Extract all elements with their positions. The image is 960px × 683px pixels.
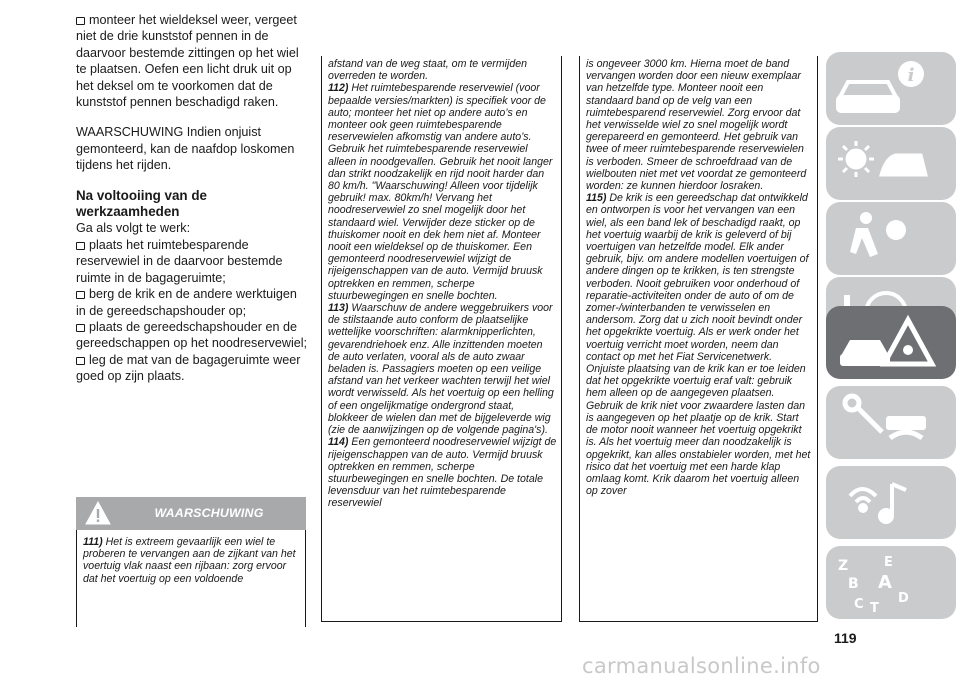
- paragraph-hubcap: monteer het wieldeksel weer, vergeet niet de drie kunststof pennen in de daarvoor bestemde zittingen op het wiel te plaatsen. Oefen een licht druk uit op het deksel om te voorkomen dat de kunststof pennen beschadigd raken.: [76, 13, 299, 110]
- warning-header: [76, 497, 306, 530]
- svg-text:T: T: [870, 601, 879, 616]
- svg-text:Z: Z: [838, 558, 849, 574]
- note-115: 115) De krik is een gereedschap dat ontwikkeld en ontworpen is voor het vervangen van een wiel, als een band lek of beschadigd raakt, op het voertuig waarbij de krik is geleverd of bij voertuigen van hetzelfde model. Elk ander gebruik, bijv. om andere modellen voertuigen of andere dingen op te krikken, is ten strengste verboden. Nooit gebruiken voor onderhoud of reparatie-activiteiten onder de auto of om de zomer-/winterbanden te verwisselen en andersom. Zorg dat u zich nooit bevindt onder het opgekrikte voertuig. Als er werk onder het voertuig verricht moet worden, neem dan contact op met het Fiat Servicenetwerk. Onjuiste plaatsing van de krik kan er toe leiden dat het opgekrikte voertuig eraf valt: gebruik hem alleen op de aangegeven plaatsen. Gebruik de krik niet voor zwaardere lasten dan is aangegeven op het plaatje op de krik. Start de motor nooit wanneer het voertuig opgekrikt is. Als het voertuig meer dan noodzakelijk is opgekrikt, kan alles onstabieler worden, met het risico dat het voertuig met een harde klap omlaag komt. Krik daarom het voertuig alleen op zover: [586, 192, 811, 498]
- svg-text:A: A: [878, 572, 892, 593]
- section-heading: Na voltooiing van de werkzaamheden: [76, 187, 207, 220]
- right-column: [579, 56, 818, 622]
- note-111-continued: afstand van de weg staat, om te vermijden overreden te worden.: [328, 58, 528, 83]
- svg-text:D: D: [898, 591, 909, 606]
- tab-index[interactable]: [826, 546, 956, 619]
- tab-emergency[interactable]: [826, 306, 956, 379]
- svg-text:E: E: [884, 555, 893, 570]
- intro-text: Ga als volgt te werk:: [76, 221, 191, 236]
- bullet-checkbox-icon: [76, 357, 85, 365]
- list-item: berg de krik en de andere werktuigen in de gereedschapshouder op;: [76, 287, 297, 318]
- tab-dashboard[interactable]: [826, 127, 956, 200]
- note-112: 112) Het ruimtebesparende reservewiel (voor bepaalde versies/markten) is specifiek voor de auto; monteer het niet op andere auto’s en monteer ook geen ruimtebesparende reservewielen afkomstig van andere auto’s. Gebruik het ruimtebesparende reservewiel alleen in noodgevallen. Gebruik het nooit langer dan strikt noodzakelijk en rijd nooit harder dan 80 km/h. "Waarschuwing! Alleen voor tijdelijk gebruik! max. 80km/h! Vervang het noodreservewiel zo snel mogelijk door het standaard wiel. Verwijder deze sticker op de thuiskomer nooit en dek hem niet af. Monteer nooit een wieldeksel op de thuiskomer. Een gemonteerd noodreservewiel wijzigt de rijeigenschappen van de auto. Vermijd bruusk optrekken en remmen, scherpe stuurbewegingen en snelle bochten.: [328, 82, 553, 302]
- svg-text:C: C: [854, 597, 864, 612]
- watermark: carmanualsonline.info: [582, 654, 821, 678]
- middle-column: [321, 56, 562, 622]
- tab-safety[interactable]: [826, 202, 956, 275]
- tab-car-info[interactable]: [826, 52, 956, 125]
- warning-title: WAARSCHUWING: [154, 506, 264, 520]
- tab-maintenance[interactable]: [826, 386, 956, 459]
- list-item: plaats de gereedschapshouder en de gereedschappen op het noodreservewiel;: [76, 319, 308, 351]
- note-113: 113) Waarschuw de andere weggebruikers voor de stilstaande auto conform de plaatselijke wettelijke voorschriften: alarmknipperlichten, gevarendriehoek enz. Alle inzittenden moeten de auto verlaten, vooral als de auto zwaar beladen is. Passagiers moeten op een veilige afstand van het verkeer wachten terwijl het wiel wordt verwisseld. Als het voertuig op een helling of een ongelijkmatige ondergrond staat, blokkeer de wielen dan met de bijgeleverde wig (zie de aanwijzingen op de volgende pagina's).: [328, 302, 554, 437]
- note-114: 114) Een gemonteerd noodreservewiel wijzigt de rijeigenschappen van de auto. Vermijd bruusk optrekken en remmen, scherpe stuurbewegingen en snelle bochten. De totale levensduur van het ruimtebesparende reservewiel: [328, 436, 557, 510]
- bullet-checkbox-icon: [76, 324, 85, 332]
- warning-body: [76, 530, 306, 627]
- list-item: leg de mat van de bagageruimte weer goed op zijn plaats.: [76, 352, 301, 384]
- bullet-checkbox-icon: [76, 242, 85, 250]
- note-111: 111) Het is extreem gevaarlijk een wiel te proberen te vervangen aan de zijkant van het voertuig vlak naast een rijbaan: zorg ervoor dat het voertuig op een voldoende: [83, 536, 296, 585]
- bullet-checkbox-icon: [76, 17, 85, 25]
- paragraph-warning-inline: WAARSCHUWING Indien onjuist gemonteerd, kan de naafdop loskomen tijdens het rijden.: [76, 125, 295, 173]
- left-column: [76, 12, 308, 385]
- bullet-checkbox-icon: [76, 291, 85, 299]
- tab-multimedia[interactable]: [826, 466, 956, 539]
- page-number: 119: [834, 630, 857, 646]
- svg-text:i: i: [907, 65, 915, 86]
- warning-box: [76, 497, 306, 627]
- list-item: plaats het ruimtebesparende reservewiel in de daarvoor bestemde ruimte in de bagageruimte;: [76, 237, 283, 285]
- note-114-continued: is ongeveer 3000 km. Hierna moet de band vervangen worden door een nieuw exemplaar van hetzelfde type. Monteer nooit een standaard band op de velg van een ruimtebesparend reservewiel. Zorg ervoor dat het verwisselde wiel zo snel mogelijk wordt gerepareerd en gemonteerd. Het gebruik van twee of meer ruimtebesparende reservewielen is verboden. Smeer de schroefdraad van de wielbouten niet met vet voordat ze gemonteerd worden: ze kunnen hierdoor losraken.: [586, 58, 807, 193]
- svg-text:B: B: [848, 576, 859, 592]
